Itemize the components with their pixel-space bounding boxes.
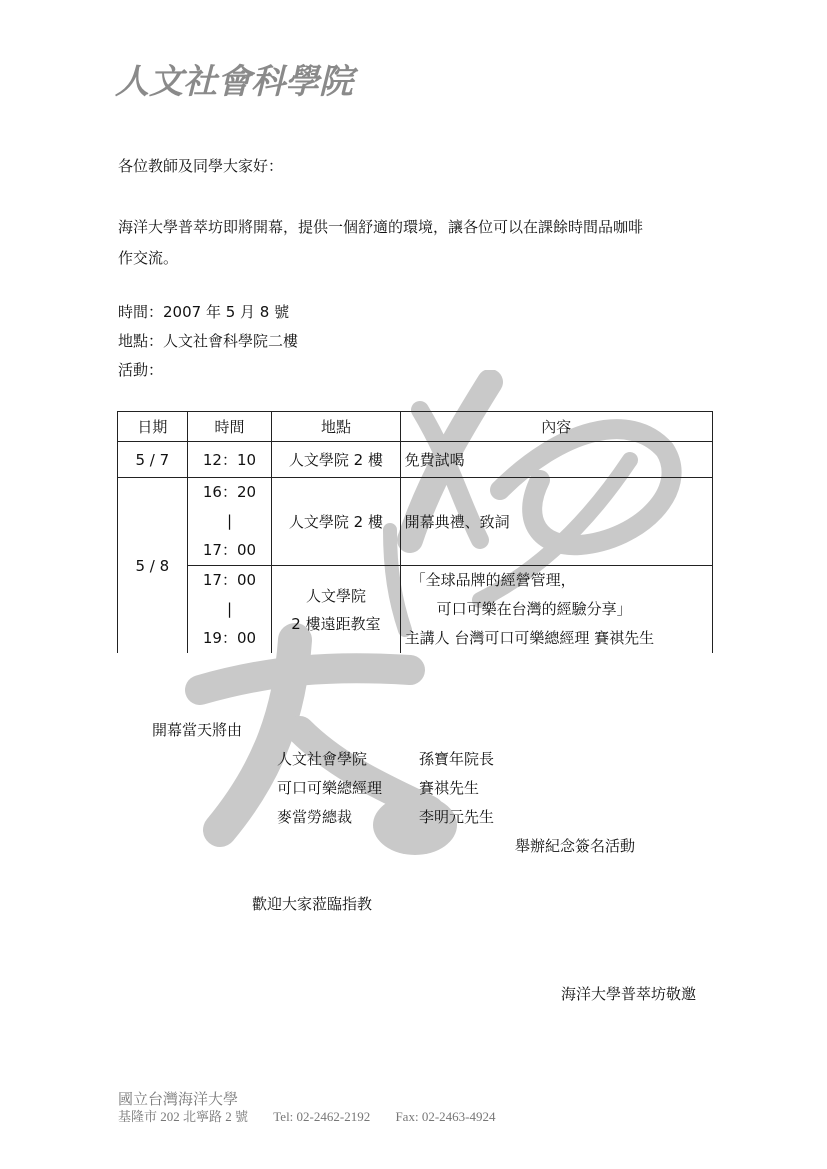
guest-org: 可口可樂總經理 [277,779,383,797]
row3-place-line2: 2 樓遠距教室 [291,614,381,633]
college-logo: 人文社會科學院 [115,62,353,102]
guest-name: 孫寶年院長 [419,750,495,768]
table-header-row [118,412,713,442]
guest-org: 人文社會學院 [277,750,368,768]
row3-content [400,566,712,654]
guest-name: 賽祺先生 [419,779,480,797]
row2-time-sep: | [226,512,232,530]
signing-event: 舉辦紀念簽名活動 [515,837,636,855]
intro-line-2: 作交流。 [118,249,179,267]
row2-place: 人文學院 2 樓 [272,478,400,566]
row3-place [272,566,400,654]
guest-name: 李明元先生 [419,808,495,826]
row3-time-end: 19：00 [202,629,257,647]
row3-content-line2: 可口可樂在台灣的經驗分享」 [436,600,632,618]
signature: 海洋大學普萃坊敬邀 [561,985,697,1003]
footer-tel: Tel: 02-2462-2192 [273,1109,371,1124]
intro-paragraph [118,212,718,274]
table-row [118,478,713,566]
row2-time [187,478,272,566]
event-activity-label: 活動： [118,361,164,379]
row2-time-end: 17：00 [202,541,257,559]
header-content: 內容 [400,412,712,442]
row2-time-start: 16：20 [202,483,257,501]
footer-contact [118,1106,517,1125]
row3-content-line1: 「全球品牌的經營管理， [410,571,576,589]
greeting: 各位教師及同學大家好： [118,157,284,175]
row3-place-line1: 人文學院 [305,586,366,605]
opening-intro: 開幕當天將由 [152,721,243,739]
row1-time: 12：10 [187,442,272,478]
row2-content: 開幕典禮、致詞 [400,478,712,566]
row3-content-line3: 主講人 台灣可口可樂總經理 賽祺先生 [404,629,655,647]
event-time: 時間：2007 年 5 月 8 號 [118,303,290,321]
header-place: 地點 [272,412,400,442]
row1-date: 5 / 7 [118,442,188,478]
schedule-table [117,411,713,653]
footer-school-name: 國立台灣海洋大學 [118,1090,239,1108]
row3-time-sep: | [226,600,232,618]
event-place: 地點：人文社會科學院二樓 [118,332,299,350]
guest-org: 麥當勞總裁 [277,808,353,826]
row2-date: 5 / 8 [118,478,188,654]
row1-place: 人文學院 2 樓 [272,442,400,478]
footer-fax: Fax: 02-2463-4924 [395,1109,496,1124]
welcome-text: 歡迎大家蒞臨指教 [252,895,373,913]
row1-content: 免費試喝 [400,442,712,478]
table-row [118,566,713,654]
header-time: 時間 [187,412,272,442]
intro-line-1: 海洋大學普萃坊即將開幕，提供一個舒適的環境，讓各位可以在課餘時間品咖啡 [118,218,644,236]
header-date: 日期 [118,412,188,442]
row3-time [187,566,272,654]
footer-address: 基隆市 202 北寧路 2 號 [118,1109,249,1124]
row3-time-start: 17：00 [202,571,257,589]
table-row [118,442,713,478]
